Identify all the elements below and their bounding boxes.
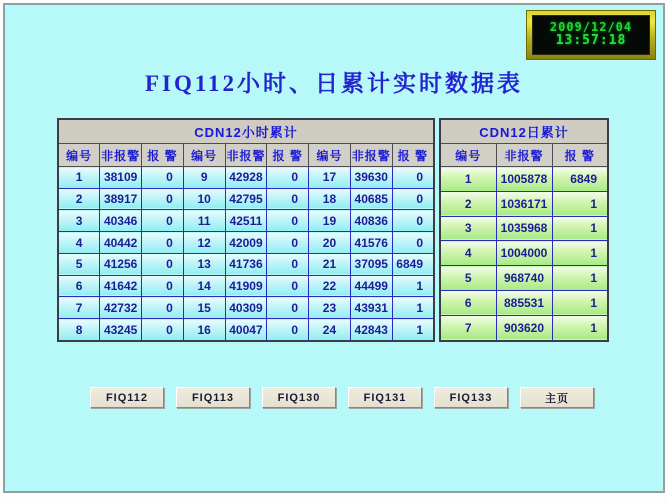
non-alarm-value-cell: 39630 [350, 167, 392, 189]
row-number-cell: 18 [309, 188, 351, 210]
column-header: 非报警 [100, 144, 142, 167]
table-row [58, 297, 434, 319]
column-header: 报 警 [552, 144, 608, 167]
row-number-cell: 12 [183, 232, 225, 254]
table-row [440, 167, 608, 192]
row-number-cell: 3 [440, 216, 496, 241]
column-header: 非报警 [350, 144, 392, 167]
clock-led-screen [532, 15, 650, 55]
table-row [58, 275, 434, 297]
alarm-value-cell: 1 [392, 319, 434, 341]
nav-button-fiq133[interactable]: FIQ133 [434, 387, 508, 408]
non-alarm-value-cell: 42928 [225, 167, 267, 189]
alarm-value-cell: 0 [142, 319, 184, 341]
row-number-cell: 19 [309, 210, 351, 232]
row-number-cell: 6 [58, 275, 100, 297]
row-number-cell: 5 [440, 266, 496, 291]
table-row [440, 290, 608, 315]
row-number-cell: 11 [183, 210, 225, 232]
row-number-cell: 22 [309, 275, 351, 297]
hourly-table-title: CDN12小时累计 [58, 119, 434, 144]
row-number-cell: 13 [183, 253, 225, 275]
non-alarm-value-cell: 38109 [100, 167, 142, 189]
column-header: 编号 [58, 144, 100, 167]
daily-column-header-row [440, 144, 608, 167]
table-row [440, 216, 608, 241]
non-alarm-value-cell: 38917 [100, 188, 142, 210]
non-alarm-value-cell: 42843 [350, 319, 392, 341]
non-alarm-value-cell: 40309 [225, 297, 267, 319]
alarm-value-cell: 1 [552, 216, 608, 241]
daily-table-title: CDN12日累计 [440, 119, 608, 144]
alarm-value-cell: 1 [552, 290, 608, 315]
alarm-value-cell: 0 [267, 210, 309, 232]
non-alarm-value-cell: 903620 [496, 315, 552, 341]
row-number-cell: 15 [183, 297, 225, 319]
nav-button-fiq113[interactable]: FIQ113 [176, 387, 250, 408]
clock-date: 2009/12/04 [549, 19, 633, 34]
row-number-cell: 23 [309, 297, 351, 319]
row-number-cell: 3 [58, 210, 100, 232]
alarm-value-cell: 0 [392, 167, 434, 189]
alarm-value-cell: 0 [142, 232, 184, 254]
row-number-cell: 2 [58, 188, 100, 210]
clock-display [526, 10, 656, 60]
row-number-cell: 24 [309, 319, 351, 341]
row-number-cell: 20 [309, 232, 351, 254]
column-header: 编号 [309, 144, 351, 167]
alarm-value-cell: 0 [267, 188, 309, 210]
alarm-value-cell: 0 [267, 297, 309, 319]
table-row [440, 266, 608, 291]
non-alarm-value-cell: 41736 [225, 253, 267, 275]
alarm-value-cell: 0 [392, 210, 434, 232]
alarm-value-cell: 0 [142, 297, 184, 319]
nav-button-fiq130[interactable]: FIQ130 [262, 387, 336, 408]
nav-button-home[interactable]: 主页 [520, 387, 594, 408]
non-alarm-value-cell: 40685 [350, 188, 392, 210]
alarm-value-cell: 6849 [392, 253, 434, 275]
column-header: 报 警 [267, 144, 309, 167]
column-header: 非报警 [496, 144, 552, 167]
row-number-cell: 1 [440, 167, 496, 192]
alarm-value-cell: 0 [267, 275, 309, 297]
alarm-value-cell: 0 [142, 275, 184, 297]
non-alarm-value-cell: 40442 [100, 232, 142, 254]
alarm-value-cell: 1 [552, 191, 608, 216]
alarm-value-cell: 0 [267, 167, 309, 189]
row-number-cell: 17 [309, 167, 351, 189]
nav-button-fiq112[interactable]: FIQ112 [90, 387, 164, 408]
row-number-cell: 2 [440, 191, 496, 216]
alarm-value-cell: 1 [552, 266, 608, 291]
column-header: 报 警 [392, 144, 434, 167]
row-number-cell: 4 [440, 241, 496, 266]
column-header: 报 警 [142, 144, 184, 167]
non-alarm-value-cell: 43245 [100, 319, 142, 341]
non-alarm-value-cell: 1035968 [496, 216, 552, 241]
non-alarm-value-cell: 42732 [100, 297, 142, 319]
non-alarm-value-cell: 968740 [496, 266, 552, 291]
non-alarm-value-cell: 42511 [225, 210, 267, 232]
nav-button-bar [90, 387, 594, 408]
alarm-value-cell: 0 [267, 253, 309, 275]
alarm-value-cell: 0 [392, 232, 434, 254]
page-title: FIQ112小时、日累计实时数据表 [144, 71, 524, 96]
row-number-cell: 1 [58, 167, 100, 189]
row-number-cell: 10 [183, 188, 225, 210]
non-alarm-value-cell: 41576 [350, 232, 392, 254]
non-alarm-value-cell: 885531 [496, 290, 552, 315]
column-header: 编号 [183, 144, 225, 167]
alarm-value-cell: 1 [552, 241, 608, 266]
clock-time: 13:57:18 [555, 33, 627, 49]
non-alarm-value-cell: 1036171 [496, 191, 552, 216]
screen-background [3, 3, 665, 493]
row-number-cell: 21 [309, 253, 351, 275]
non-alarm-value-cell: 41256 [100, 253, 142, 275]
table-row [440, 191, 608, 216]
nav-button-fiq131[interactable]: FIQ131 [348, 387, 422, 408]
column-header: 非报警 [225, 144, 267, 167]
alarm-value-cell: 0 [142, 210, 184, 232]
table-row [58, 319, 434, 341]
hourly-cumulative-table [57, 118, 435, 342]
alarm-value-cell: 1 [392, 297, 434, 319]
row-number-cell: 7 [440, 315, 496, 341]
table-row [58, 210, 434, 232]
table-row [440, 315, 608, 341]
alarm-value-cell: 0 [142, 253, 184, 275]
data-tables [57, 118, 609, 342]
non-alarm-value-cell: 37095 [350, 253, 392, 275]
alarm-value-cell: 0 [267, 319, 309, 341]
row-number-cell: 5 [58, 253, 100, 275]
row-number-cell: 7 [58, 297, 100, 319]
non-alarm-value-cell: 42009 [225, 232, 267, 254]
alarm-value-cell: 0 [267, 232, 309, 254]
table-row [58, 167, 434, 189]
non-alarm-value-cell: 1004000 [496, 241, 552, 266]
non-alarm-value-cell: 42795 [225, 188, 267, 210]
row-number-cell: 4 [58, 232, 100, 254]
alarm-value-cell: 1 [552, 315, 608, 341]
non-alarm-value-cell: 40346 [100, 210, 142, 232]
table-row [58, 253, 434, 275]
non-alarm-value-cell: 44499 [350, 275, 392, 297]
daily-cumulative-table [439, 118, 609, 342]
non-alarm-value-cell: 40047 [225, 319, 267, 341]
row-number-cell: 6 [440, 290, 496, 315]
table-row [58, 188, 434, 210]
row-number-cell: 8 [58, 319, 100, 341]
row-number-cell: 9 [183, 167, 225, 189]
alarm-value-cell: 0 [142, 167, 184, 189]
non-alarm-value-cell: 40836 [350, 210, 392, 232]
hourly-column-header-row [58, 144, 434, 167]
table-row [440, 241, 608, 266]
column-header: 编号 [440, 144, 496, 167]
alarm-value-cell: 0 [142, 188, 184, 210]
alarm-value-cell: 1 [392, 275, 434, 297]
non-alarm-value-cell: 1005878 [496, 167, 552, 192]
non-alarm-value-cell: 41909 [225, 275, 267, 297]
alarm-value-cell: 6849 [552, 167, 608, 192]
alarm-value-cell: 0 [392, 188, 434, 210]
non-alarm-value-cell: 43931 [350, 297, 392, 319]
non-alarm-value-cell: 41642 [100, 275, 142, 297]
row-number-cell: 14 [183, 275, 225, 297]
row-number-cell: 16 [183, 319, 225, 341]
table-row [58, 232, 434, 254]
